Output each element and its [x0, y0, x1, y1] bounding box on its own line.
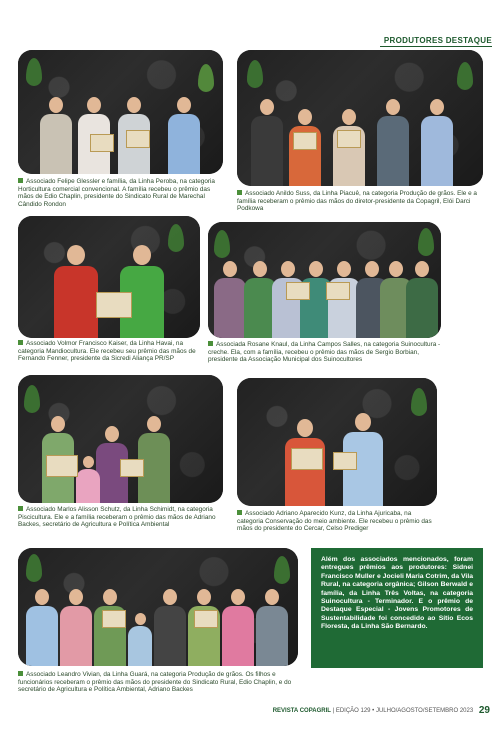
edition-info: EDIÇÃO 129 • JULHO/AGOSTO/SETEMBRO 2023	[335, 708, 474, 714]
photo-rosane-knaul	[208, 222, 441, 338]
caption-5: Associado Marlos Alisson Schutz, da Linha Schimidt, na categoria Piscicultura. Ele e a família receberam o prêmio das mãos de Adriano Backes, secretário de Agricultura e Política Ambiental	[18, 506, 216, 529]
photo-adriano-kunz	[237, 378, 437, 506]
photo-felipe-glessler	[18, 50, 223, 174]
magazine-name: REVISTA COPAGRIL	[272, 708, 331, 714]
header-divider	[380, 46, 492, 47]
photo-leandro-vivian	[18, 548, 298, 666]
caption-7: Associado Leandro Vivian, da Linha Guará, na categoria Produção de grãos. Os filhos e funcionários receberam o prêmio das mãos do presidente do Sindicato Rural, Edio Chaplin, e do secretário de Agricultura e Política Ambiental, Adriano Backes	[18, 671, 292, 694]
photo-volmor-kaiser	[18, 216, 200, 338]
caption-6: Associado Adriano Aparecido Kunz, da Linha Ajuricaba, na categoria Conservação do meio ambiente. Ele recebeu o prêmio das mãos do presidente do Cercar, Celso Prediger	[237, 510, 432, 533]
caption-4: Associada Rosane Knaul, da Linha Campos Salles, na categoria Suinocultura - creche. Ela, com a família, recebeu o prêmio das mãos de Sergio Borbian, presidente da Associação Municipal dos Suinocultores	[208, 341, 441, 364]
photo-anildo-suss	[237, 50, 483, 186]
page-number: 29	[478, 705, 490, 716]
caption-2: Associado Anildo Suss, da Linha Piacuê, na categoria Produção de grãos. Ele e a família receberam o prêmio das mãos do diretor-presidente da Copagril, Elói Darci Podkowa	[237, 190, 477, 213]
photo-marlos-schutz	[18, 375, 223, 503]
section-header: PRODUTORES DESTAQUE	[383, 36, 492, 45]
page-footer: REVISTA COPAGRIL | EDIÇÃO 129 • JULHO/AGOSTO/SETEMBRO 2023 29	[272, 705, 490, 716]
caption-3: Associado Volmor Francisco Kaiser, da Linha Havai, na categoria Mandiocultura. Ele recebeu seu prêmio das mãos de Fernando Fenner, presidente da Sicredi Aliança PR/SP	[18, 340, 196, 363]
caption-1: Associado Felipe Glessler e família, da Linha Peroba, na categoria Horticultura comercial convencional. A família recebeu o prêmio das mãos de Edio Chaplin, presidente do Sindicato Rural de Marechal Cândido Rondon	[18, 178, 215, 208]
additional-awards-box: Além dos associados mencionados, foram entregues prêmios aos produtores: Sidnei Francisco Muller e Jocieli Maria Cotrim, da Vila Rural, na categoria orgânica; Gilson Berwald e família, da Linha Três Voltas, na categoria Suinocultura - Terminador. E o prêmio de Destaque Especial - Jovens Promotores de Sustentabilidade foi concedido ao Sítio Ecos Floresta, da Linha São Bernardo.	[311, 548, 483, 668]
